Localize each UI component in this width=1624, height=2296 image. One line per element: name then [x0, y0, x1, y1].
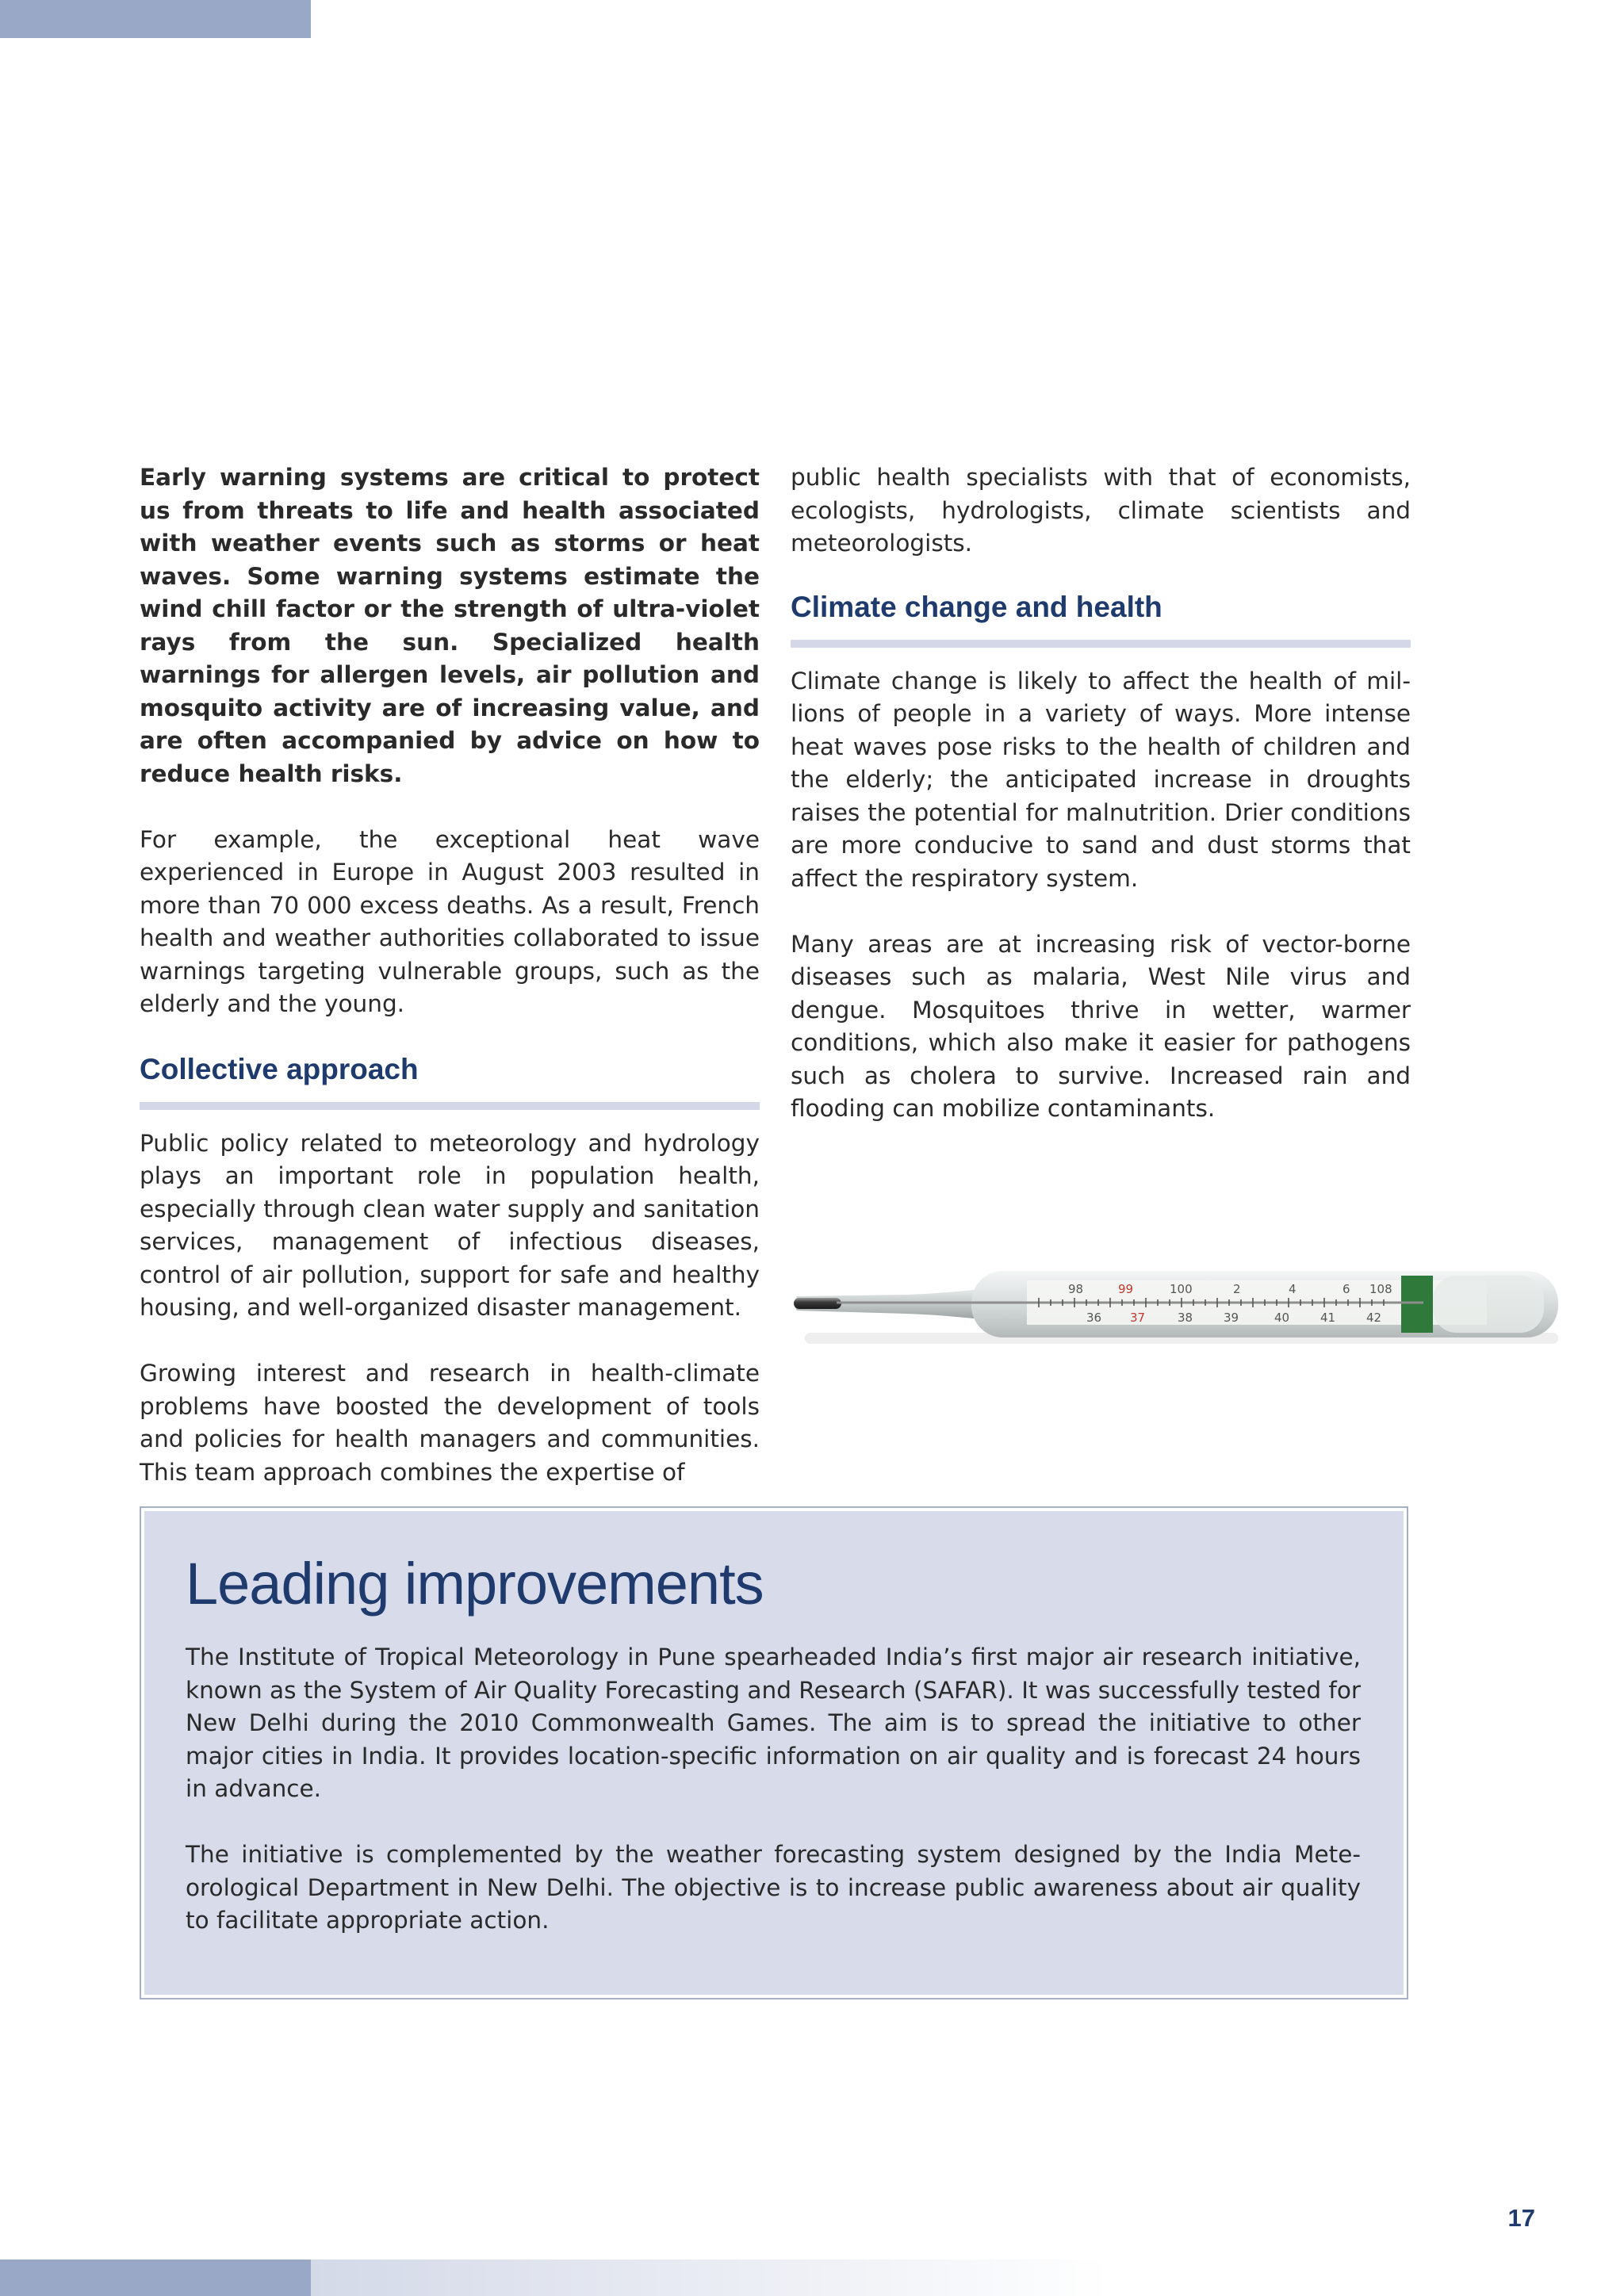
thermo-c-label: 38 [1178, 1311, 1193, 1325]
heat-wave-paragraph: For example, the exceptional heat wave experienced in Europe in August 2003 resulted in more than 70 000 excess deaths. As a result, French health and weather authorities collaborated to issue warnings targeting vulnerable groups, such as the elderly and the young. [140, 825, 760, 1017]
climate-change-heading: Climate change and health [791, 589, 1411, 648]
page-number: 17 [1507, 2204, 1535, 2232]
bottom-accent-bar [0, 2260, 1624, 2296]
forecasting-paragraph: The initiative is complemented by the weather forecasting system designed by the India Meteorological Department in New Delhi. The objective is to increase public awareness about air quality to facilitate appropriate action. [186, 1841, 1361, 1934]
leading-improvements-box [140, 1506, 1408, 1999]
right-column [791, 461, 1411, 1126]
continuation-paragraph: public health specialists with that of economists, ecologists, hydrologists, climate scientists and meteorologists. [791, 464, 1411, 557]
top-accent-bar [0, 0, 311, 38]
thermometer-end-cap [1433, 1276, 1544, 1333]
thermo-f-label: 108 [1369, 1282, 1392, 1296]
left-column [140, 461, 760, 1489]
thermo-c-label: 40 [1274, 1311, 1290, 1325]
thermo-f-label: 99 [1118, 1282, 1134, 1296]
thermometer-green-band [1401, 1276, 1433, 1333]
thermo-f-label: 2 [1233, 1282, 1241, 1296]
thermo-f-label: 100 [1170, 1282, 1193, 1296]
public-policy-paragraph: Public policy related to meteorology and hydrology plays an important role in population health, especially through clean water supply and sanitation services, management of infectious diseases, control of air pollution, support for safe and healthy housing, and well-organized disaster management. [140, 1129, 760, 1321]
safar-paragraph: The Institute of Tropical Meteorology in Pune spearheaded India’s first major air research initiative, known as the System of Air Quality Forecasting and Research (SAFAR). It was successfully tested for New Delhi during the 2010 Commonwealth Games. The aim is to spread the initiative to other major cities in India. It provides location-specific information on air quality and is forecast 24 hours in advance. [186, 1644, 1361, 1802]
thermo-f-label: 6 [1342, 1282, 1350, 1296]
thermometer-image [789, 1265, 1566, 1350]
health-climate-paragraph: Growing interest and research in health-climate problems have boosted the development of tools and policies for health managers and communities. This team approach combines the expertise of [140, 1360, 760, 1486]
climate-change-paragraph: Climate change is likely to affect the health of millions of people in a variety of ways. More intense heat waves pose risks to the health of children and the elderly; the anticipated increase in droughts raises the potential for malnutrition. Drier conditions are more conducive to sand and dust storms that affect the respiratory system. [791, 667, 1411, 892]
thermometer-bulb [794, 1298, 841, 1309]
vector-borne-paragraph: Many areas are at increasing risk of vector-borne diseases such as malaria, West Nile virus and dengue. Mosquitoes thrive in wetter, warmer conditions, which also make it easier for pathogens such as cholera to survive. Increased rain and flooding can mobilize contaminants. [791, 930, 1411, 1122]
intro-paragraph: Early warning systems are critical to protect us from threats to life and health associated with weather events such as storms or heat waves. Some warning systems estimate the wind chill factor or the strength of ultra-violet rays from the sun. Specialized health warnings for allergen levels, air pollution and mosquito activity are of increasing value, and are often accompanied by advice on how to reduce health risks. [140, 464, 760, 787]
thermo-c-label: 36 [1086, 1311, 1102, 1325]
thermo-c-label: 39 [1224, 1311, 1239, 1325]
thermo-f-label: 98 [1068, 1282, 1084, 1296]
leading-improvements-panel [144, 1511, 1404, 1995]
thermo-c-label: 41 [1320, 1311, 1336, 1325]
box-title: Leading improvements [186, 1551, 764, 1617]
collective-approach-heading: Collective approach [140, 1051, 760, 1110]
thermo-f-label: 4 [1289, 1282, 1297, 1296]
thermo-c-label: 37 [1130, 1311, 1146, 1325]
thermo-c-label: 42 [1366, 1311, 1382, 1325]
